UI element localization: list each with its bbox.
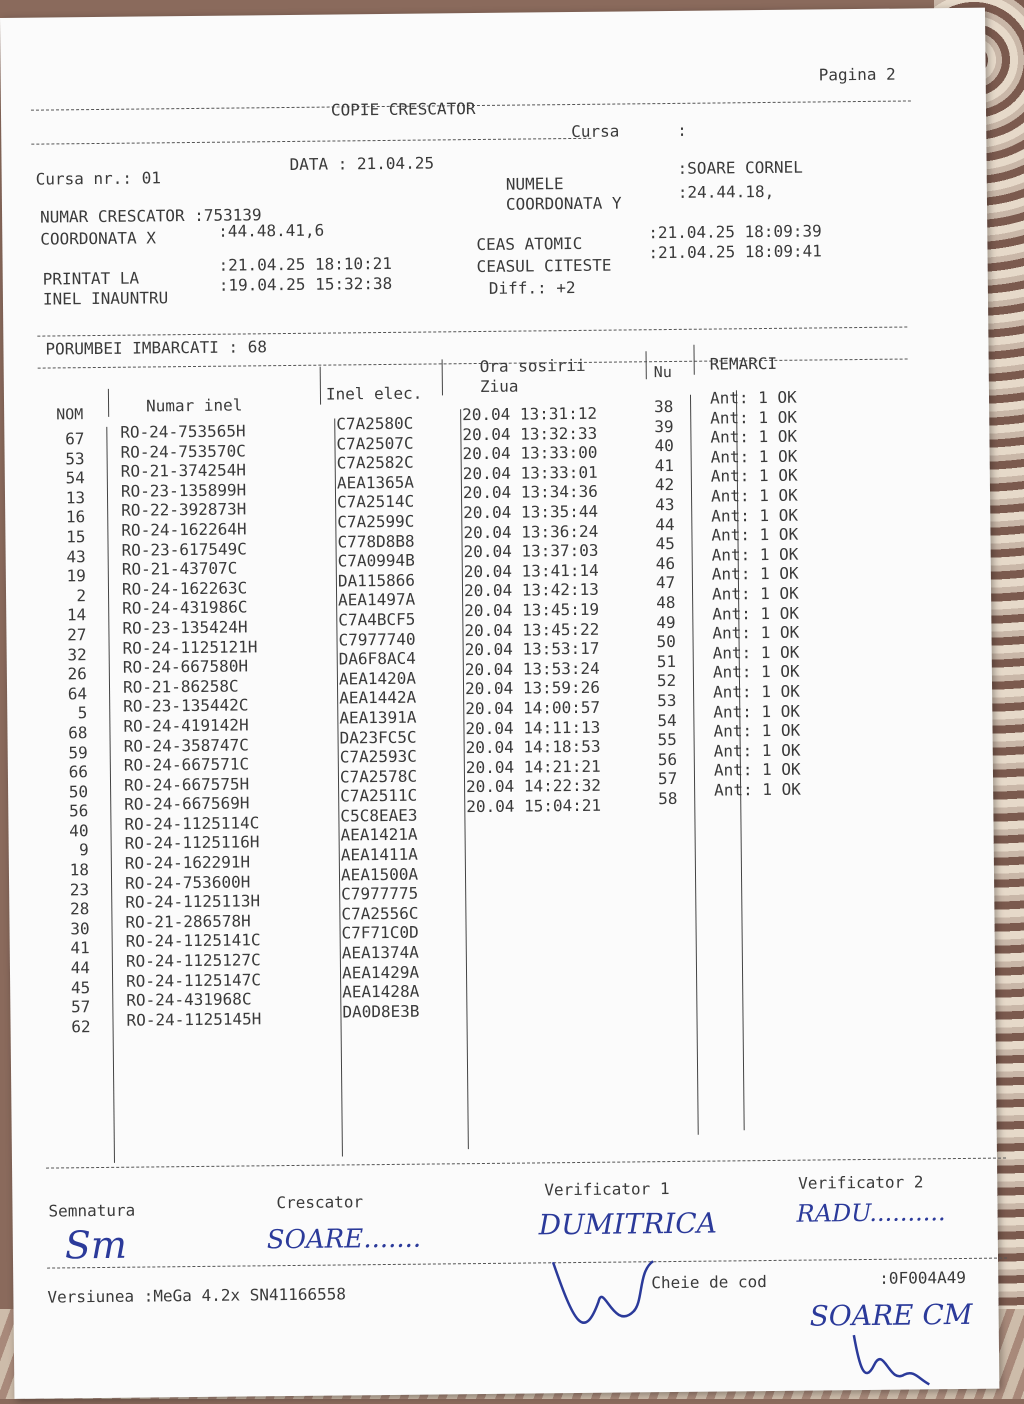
divider bbox=[37, 327, 907, 337]
nu-cell: 44 bbox=[655, 514, 675, 534]
nom-cell: 26 bbox=[67, 664, 87, 684]
elec-cell: AEA1391A bbox=[339, 707, 417, 728]
arrival-cell: 20.04 13:37:03 bbox=[463, 540, 599, 562]
arrival-cell: 20.04 13:41:14 bbox=[463, 560, 599, 581]
elec-cell: C7A2511C bbox=[340, 785, 418, 806]
nom-cell: 13 bbox=[65, 487, 86, 508]
cheie-de-cod-label: Cheie de cod bbox=[651, 1272, 767, 1293]
verificator2-label: Verificator 2 bbox=[798, 1172, 924, 1193]
ring-cell: RO-23-135899H bbox=[120, 480, 247, 501]
elec-column bbox=[336, 414, 419, 1022]
elec-cell: AEA1420A bbox=[338, 668, 417, 689]
remarci-cell: Ant: 1 OK bbox=[710, 407, 798, 428]
ring-cell: RO-21-86258C bbox=[122, 676, 239, 697]
col-header-numar-inel: Numar inel bbox=[145, 395, 243, 416]
column-separator bbox=[442, 359, 443, 395]
elec-cell: C7A0994B bbox=[337, 550, 415, 571]
nu-cell: 42 bbox=[654, 475, 675, 495]
nom-cell: 19 bbox=[66, 566, 86, 586]
arrival-cell: 20.04 15:04:21 bbox=[466, 795, 602, 817]
divider bbox=[46, 1158, 1006, 1169]
nom-cell: 54 bbox=[65, 468, 85, 488]
verificator1-label: Verificator 1 bbox=[544, 1179, 670, 1200]
remarci-cell: Ant: 1 OK bbox=[710, 466, 798, 486]
versiunea: Versiunea :MeGa 4.2x SN41166558 bbox=[47, 1284, 347, 1307]
remarci-cell: Ant: 1 OK bbox=[709, 387, 797, 408]
remarci-cell: Ant: 1 OK bbox=[710, 446, 798, 467]
elec-cell: C7A2582C bbox=[336, 452, 414, 473]
nom-cell: 2 bbox=[76, 585, 87, 605]
elec-cell: AEA1497A bbox=[338, 590, 416, 610]
ring-cell: RO-21-374254H bbox=[120, 460, 247, 481]
remarci-cell: Ant: 1 OK bbox=[713, 720, 801, 741]
arrival-cell: 20.04 13:31:12 bbox=[462, 403, 598, 425]
elec-cell: C7977740 bbox=[338, 629, 416, 650]
data-field: DATA : 21.04.25 bbox=[289, 153, 435, 174]
nu-cell: 47 bbox=[655, 573, 676, 593]
remarci-cell: Ant: 1 OK bbox=[711, 583, 799, 604]
nu-cell: 55 bbox=[657, 730, 677, 750]
crescator-label: Crescator bbox=[276, 1192, 364, 1213]
ceasul-citeste-label: CEASUL CITESTE bbox=[476, 255, 612, 277]
ring-cell: RO-23-617549C bbox=[121, 539, 247, 560]
arrival-cell: 20.04 13:53:17 bbox=[464, 638, 600, 660]
nom-cell: 9 bbox=[78, 840, 89, 860]
ring-cell: RO-24-431968C bbox=[126, 989, 252, 1010]
inel-inauntru-label: INEL INAUNTRU bbox=[42, 288, 169, 309]
arrival-cell: 20.04 14:21:21 bbox=[465, 756, 601, 777]
coordonata-y-label: COORDONATA Y bbox=[505, 193, 622, 214]
nu-cell: 56 bbox=[657, 749, 678, 769]
elec-cell: AEA1374A bbox=[341, 942, 419, 963]
nu-cell: 46 bbox=[655, 553, 676, 573]
elec-cell: AEA1411A bbox=[340, 844, 418, 865]
ring-cell: RO-24-753570C bbox=[120, 441, 246, 462]
page-number: Pagina 2 bbox=[818, 64, 896, 85]
ring-cell: RO-24-431986C bbox=[122, 597, 248, 619]
elec-cell: DA0D8E3B bbox=[342, 1001, 420, 1022]
column-line bbox=[690, 395, 699, 1135]
nom-cell: 59 bbox=[68, 742, 88, 762]
diff-value: Diff.: +2 bbox=[488, 277, 576, 298]
elec-cell: C7A2599C bbox=[337, 511, 415, 532]
arrival-cell: 20.04 14:11:13 bbox=[465, 717, 601, 738]
nu-cell: 52 bbox=[656, 671, 677, 691]
numele-label: NUMELE bbox=[505, 174, 564, 194]
ceasul-citeste-value: :21.04.25 18:09:41 bbox=[648, 241, 822, 263]
nu-cell: 48 bbox=[656, 592, 676, 613]
col-header-ora-sosirii: Ora sosirii bbox=[479, 355, 586, 376]
nom-cell: 28 bbox=[69, 899, 90, 919]
arrival-cell: 20.04 13:33:00 bbox=[462, 442, 598, 464]
nom-cell: 40 bbox=[69, 820, 89, 841]
col-header-nu: Nu bbox=[653, 362, 672, 382]
column-separator bbox=[693, 345, 694, 375]
nu-column bbox=[654, 397, 678, 809]
column-separator bbox=[108, 389, 109, 417]
arrival-cell: 20.04 13:42:13 bbox=[463, 580, 599, 601]
remarci-cell: Ant: 1 OK bbox=[712, 681, 800, 702]
arrival-cell: 20.04 13:45:19 bbox=[464, 599, 600, 621]
nu-cell: 41 bbox=[654, 455, 675, 475]
elec-cell: AEA1428A bbox=[342, 981, 420, 1002]
nom-cell: 56 bbox=[68, 801, 89, 821]
nom-cell: 18 bbox=[69, 860, 90, 880]
ring-cell: RO-24-1125113H bbox=[125, 891, 261, 912]
verificator2-signature-line bbox=[796, 1198, 945, 1228]
elec-cell: DA6F8AC4 bbox=[338, 648, 416, 669]
elec-cell: AEA1421A bbox=[340, 825, 418, 845]
elec-cell: C7F71C0D bbox=[341, 923, 419, 943]
nom-cell: 68 bbox=[68, 723, 88, 743]
col-header-remarci: REMARCI bbox=[709, 353, 778, 374]
scribble-signature bbox=[844, 1324, 935, 1395]
remarci-cell: Ant: 1 OK bbox=[711, 544, 799, 565]
elec-cell: C7A2556C bbox=[341, 903, 419, 924]
nu-cell: 49 bbox=[656, 612, 676, 632]
cursa-value: : bbox=[677, 120, 687, 140]
nu-cell: 45 bbox=[655, 534, 675, 554]
column-separator bbox=[320, 367, 321, 405]
crescator-signature: SOARE....... bbox=[266, 1223, 422, 1256]
ring-cell: RO-24-1125114C bbox=[124, 813, 260, 834]
ring-cell: RO-24-1125116H bbox=[124, 832, 260, 854]
ceas-atomic-value: :21.04.25 18:09:39 bbox=[648, 221, 822, 243]
nu-cell: 58 bbox=[658, 788, 678, 809]
nu-cell: 50 bbox=[656, 632, 676, 652]
ring-cell: RO-21-43707C bbox=[121, 558, 238, 579]
arrival-cell: 20.04 13:35:44 bbox=[463, 501, 599, 523]
arrival-cell: 20.04 13:36:24 bbox=[463, 521, 599, 542]
ring-cell: RO-24-1125127C bbox=[125, 950, 261, 971]
nom-cell: 27 bbox=[67, 625, 87, 645]
remarci-cell: Ant: 1 OK bbox=[710, 426, 798, 447]
remarci-column bbox=[710, 388, 801, 800]
nom-cell: 15 bbox=[66, 527, 86, 547]
remarci-cell: Ant: 1 OK bbox=[712, 642, 800, 663]
ring-cell: RO-24-1125147C bbox=[125, 969, 262, 991]
remarci-cell: Ant: 1 OK bbox=[712, 603, 800, 624]
nom-cell: 23 bbox=[69, 879, 90, 899]
ring-cell: RO-24-162291H bbox=[124, 852, 251, 873]
arrival-cell: 20.04 13:32:33 bbox=[462, 423, 598, 444]
nom-cell: 66 bbox=[68, 762, 88, 782]
signature-cheie: SOARE CM bbox=[809, 1297, 973, 1333]
elec-cell: AEA1429A bbox=[341, 962, 420, 983]
nom-cell: 64 bbox=[67, 683, 88, 704]
ring-cell: RO-24-753600H bbox=[124, 872, 251, 893]
nu-cell: 43 bbox=[655, 494, 675, 515]
nom-cell: 43 bbox=[66, 546, 86, 566]
remarci-cell: Ant: 1 OK bbox=[710, 485, 798, 506]
ring-cell: RO-24-419142H bbox=[123, 715, 249, 736]
crescator-signature-line bbox=[267, 1224, 422, 1256]
cursa-nr: Cursa nr.: 01 bbox=[35, 168, 162, 189]
arrival-cell: 20.04 13:34:36 bbox=[462, 482, 598, 503]
verificator2-signature: RADU.......... bbox=[796, 1198, 946, 1228]
coordonata-x-label: COORDONATA X bbox=[40, 228, 157, 249]
cursa-label: Cursa bbox=[571, 121, 620, 142]
remarci-cell: Ant: 1 OK bbox=[711, 524, 799, 545]
divider bbox=[47, 1258, 1007, 1269]
nom-cell: 30 bbox=[70, 918, 90, 939]
nom-cell: 45 bbox=[70, 977, 91, 997]
elec-cell: C7A2507C bbox=[336, 433, 414, 454]
arrival-cell: 20.04 13:45:22 bbox=[464, 619, 600, 640]
signature-verificator1: DUMITRICA bbox=[538, 1206, 718, 1242]
nom-cell: 41 bbox=[70, 938, 90, 958]
nom-cell: 53 bbox=[65, 448, 85, 468]
arrival-cell: 20.04 14:18:53 bbox=[465, 736, 601, 758]
ring-cell: RO-24-667580H bbox=[122, 656, 249, 677]
signature-semnatura: Sm bbox=[64, 1222, 128, 1268]
arrival-cell: 20.04 14:22:32 bbox=[465, 776, 602, 797]
porumbei-imbarcati: PORUMBEI IMBARCATI : 68 bbox=[45, 337, 268, 359]
elec-cell: C7A2578C bbox=[339, 766, 418, 787]
nom-cell: 62 bbox=[71, 1016, 91, 1037]
elec-cell: C778D8B8 bbox=[337, 531, 415, 552]
remarci-cell: Ant: 1 OK bbox=[712, 622, 800, 643]
elec-cell: C7A2580C bbox=[336, 413, 414, 434]
elec-cell: C7A4BCF5 bbox=[338, 609, 416, 630]
col-header-nom: NOM bbox=[56, 405, 84, 424]
elec-cell: AEA1500A bbox=[340, 864, 419, 885]
ring-cell: RO-24-667569H bbox=[124, 793, 250, 815]
nom-cell: 44 bbox=[70, 958, 91, 978]
elec-cell: C7977775 bbox=[341, 883, 419, 904]
elec-cell: DA23FC5C bbox=[339, 727, 417, 747]
nu-cell: 53 bbox=[657, 690, 677, 711]
ring-column bbox=[120, 421, 261, 1030]
elec-cell: C7A2514C bbox=[336, 492, 415, 512]
remarci-cell: Ant: 1 OK bbox=[713, 701, 801, 722]
ring-cell: RO-24-358747C bbox=[123, 734, 249, 756]
ring-cell: RO-24-162263C bbox=[121, 578, 248, 599]
cheie-de-cod-value: :0F004A49 bbox=[879, 1267, 967, 1288]
ring-cell: RO-23-135424H bbox=[122, 617, 248, 638]
ceas-atomic-label: CEAS ATOMIC bbox=[476, 233, 583, 255]
printed-sheet bbox=[0, 8, 999, 1399]
nom-cell: 14 bbox=[66, 605, 87, 625]
nu-cell: 57 bbox=[657, 769, 678, 789]
ring-cell: RO-24-753565H bbox=[120, 421, 246, 442]
elec-cell: DA115866 bbox=[337, 570, 416, 591]
elec-cell: C7A2593C bbox=[339, 746, 417, 767]
remarci-cell: Ant: 1 OK bbox=[711, 564, 799, 584]
ring-cell: RO-24-667575H bbox=[123, 774, 250, 795]
remarci-cell: Ant: 1 OK bbox=[711, 505, 799, 526]
nu-cell: 38 bbox=[654, 396, 674, 417]
numele-value: :SOARE CORNEL bbox=[677, 157, 803, 178]
nom-cell: 50 bbox=[68, 781, 89, 802]
remarci-cell: Ant: 1 OK bbox=[713, 740, 801, 761]
nu-cell: 39 bbox=[654, 416, 674, 436]
nom-cell: 57 bbox=[70, 997, 91, 1017]
scribble-signature bbox=[543, 1241, 664, 1352]
arrival-cell: 20.04 13:33:01 bbox=[462, 462, 598, 483]
coordonata-y-value: :24.44.18, bbox=[677, 181, 775, 202]
nom-column bbox=[44, 429, 90, 1037]
nu-cell: 40 bbox=[654, 436, 674, 456]
ring-cell: RO-24-1125141C bbox=[125, 930, 261, 952]
column-separator bbox=[646, 351, 647, 379]
elec-cell: C5C8EAE3 bbox=[340, 805, 418, 826]
ring-cell: RO-22-392873H bbox=[121, 499, 247, 521]
semnatura-label: Semnatura bbox=[48, 1200, 136, 1221]
nu-cell: 54 bbox=[657, 710, 677, 730]
coordonata-x-value: :44.48.41,6 bbox=[218, 220, 325, 241]
arrival-cell: 20.04 13:53:24 bbox=[464, 658, 600, 679]
nom-cell: 16 bbox=[65, 507, 86, 527]
document-title: COPIE CRESCATOR bbox=[330, 99, 476, 120]
remarci-cell: Ant: 1 OK bbox=[713, 759, 801, 780]
ring-cell: RO-21-286578H bbox=[125, 911, 251, 932]
remarci-cell: Ant: 1 OK bbox=[714, 779, 801, 800]
divider bbox=[31, 138, 591, 145]
ring-cell: RO-24-667571C bbox=[123, 754, 250, 775]
printat-la-value: :21.04.25 18:10:21 bbox=[218, 253, 393, 275]
col-header-ziua: Ziua bbox=[479, 376, 519, 396]
ring-cell: RO-23-135442C bbox=[123, 695, 249, 717]
ring-cell: RO-24-1125121H bbox=[122, 636, 258, 658]
nom-cell: 67 bbox=[65, 429, 85, 449]
nom-cell: 5 bbox=[77, 703, 88, 723]
arrival-column bbox=[462, 404, 601, 817]
nom-cell: 32 bbox=[67, 644, 87, 664]
arrival-cell: 20.04 14:00:57 bbox=[465, 697, 601, 719]
numar-crescator: NUMAR CRESCATOR :753139 bbox=[39, 205, 262, 227]
col-header-inel-elec: Inel elec. bbox=[325, 383, 423, 404]
remarci-cell: Ant: 1 OK bbox=[712, 661, 800, 682]
ring-cell: RO-24-1125145H bbox=[126, 1009, 262, 1030]
arrival-cell: 20.04 13:59:26 bbox=[464, 678, 601, 699]
ring-cell: RO-24-162264H bbox=[121, 519, 247, 540]
printat-la-label: PRINTAT LA bbox=[42, 268, 140, 289]
elec-cell: AEA1442A bbox=[339, 687, 417, 708]
inel-inauntru-value: :19.04.25 15:32:38 bbox=[218, 273, 393, 295]
elec-cell: AEA1365A bbox=[336, 472, 415, 493]
column-line bbox=[106, 427, 115, 1163]
nu-cell: 51 bbox=[656, 651, 677, 671]
